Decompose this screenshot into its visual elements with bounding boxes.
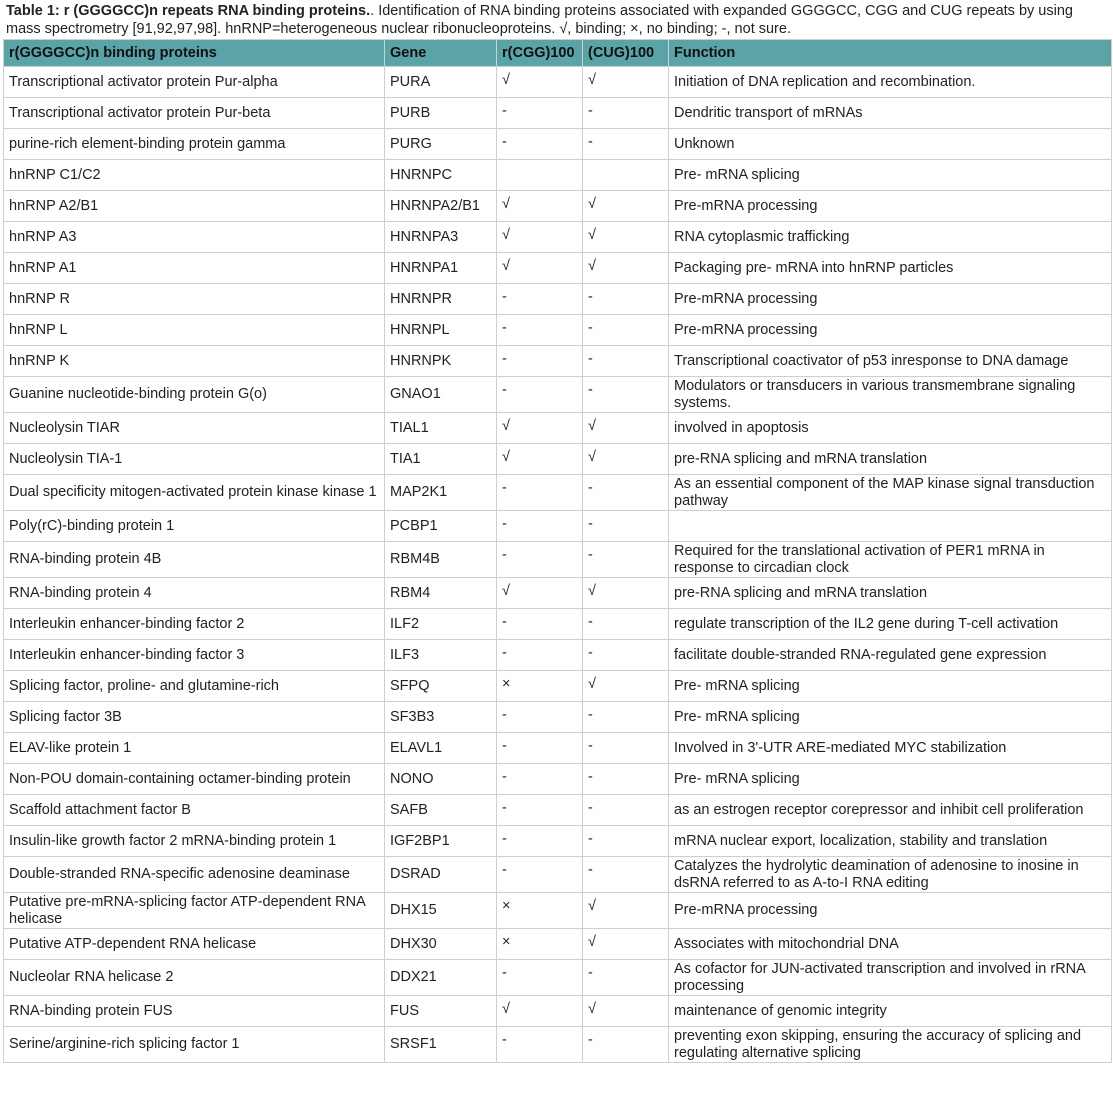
- table-row: [4, 640, 1112, 671]
- protein-name-cell: hnRNP A1: [4, 253, 385, 284]
- cug-binding-cell: -: [583, 284, 669, 315]
- cug-binding-cell: -: [583, 377, 669, 413]
- cgg-binding-cell: -: [497, 475, 583, 511]
- cug-binding-cell: -: [583, 98, 669, 129]
- cgg-binding-cell: -: [497, 315, 583, 346]
- cug-binding-cell: -: [583, 764, 669, 795]
- gene-cell: PURG: [385, 129, 497, 160]
- table-row: [4, 129, 1112, 160]
- protein-name-cell: Serine/arginine-rich splicing factor 1: [4, 1027, 385, 1063]
- table-row: [4, 315, 1112, 346]
- function-cell: Unknown: [669, 129, 1112, 160]
- protein-name-cell: Poly(rC)-binding protein 1: [4, 511, 385, 542]
- cgg-binding-cell: ×: [497, 893, 583, 929]
- protein-name-cell: purine-rich element-binding protein gamma: [4, 129, 385, 160]
- cug-binding-cell: -: [583, 542, 669, 578]
- cgg-binding-cell: -: [497, 284, 583, 315]
- cug-binding-cell: [583, 160, 669, 191]
- function-cell: Pre-mRNA processing: [669, 284, 1112, 315]
- cug-binding-cell: √: [583, 996, 669, 1027]
- gene-cell: HNRNPC: [385, 160, 497, 191]
- function-cell: Dendritic transport of mRNAs: [669, 98, 1112, 129]
- function-cell: preventing exon skipping, ensuring the accuracy of splicing and regulating alternative splicing: [669, 1027, 1112, 1063]
- table-row: [4, 444, 1112, 475]
- protein-name-cell: Non-POU domain-containing octamer-binding protein: [4, 764, 385, 795]
- table-row: [4, 475, 1112, 511]
- caption-label: Table 1: r (GGGGCC)n repeats RNA binding proteins.: [6, 3, 371, 19]
- table-row: [4, 764, 1112, 795]
- gene-cell: HNRNPR: [385, 284, 497, 315]
- cug-binding-cell: √: [583, 444, 669, 475]
- protein-name-cell: hnRNP A3: [4, 222, 385, 253]
- protein-name-cell: Splicing factor 3B: [4, 702, 385, 733]
- protein-name-cell: RNA-binding protein 4B: [4, 542, 385, 578]
- table-row: [4, 733, 1112, 764]
- gene-cell: RBM4: [385, 578, 497, 609]
- gene-cell: HNRNPA3: [385, 222, 497, 253]
- function-cell: Required for the translational activation of PER1 mRNA in response to circadian clock: [669, 542, 1112, 578]
- cgg-binding-cell: √: [497, 578, 583, 609]
- gene-cell: SFPQ: [385, 671, 497, 702]
- cug-binding-cell: -: [583, 960, 669, 996]
- cgg-binding-cell: √: [497, 67, 583, 98]
- gene-cell: RBM4B: [385, 542, 497, 578]
- table-row: [4, 893, 1112, 929]
- cgg-binding-cell: -: [497, 377, 583, 413]
- table-row: [4, 1027, 1112, 1063]
- cgg-binding-cell: [497, 160, 583, 191]
- protein-name-cell: Nucleolysin TIA-1: [4, 444, 385, 475]
- table-row: [4, 542, 1112, 578]
- cgg-binding-cell: -: [497, 511, 583, 542]
- cgg-binding-cell: -: [497, 640, 583, 671]
- function-cell: Pre- mRNA splicing: [669, 671, 1112, 702]
- cug-binding-cell: -: [583, 346, 669, 377]
- cgg-binding-cell: -: [497, 857, 583, 893]
- gene-cell: FUS: [385, 996, 497, 1027]
- gene-cell: IGF2BP1: [385, 826, 497, 857]
- table-row: [4, 160, 1112, 191]
- protein-name-cell: Scaffold attachment factor B: [4, 795, 385, 826]
- gene-cell: HNRNPL: [385, 315, 497, 346]
- function-cell: Packaging pre- mRNA into hnRNP particles: [669, 253, 1112, 284]
- cug-binding-cell: -: [583, 511, 669, 542]
- gene-cell: HNRNPA2/B1: [385, 191, 497, 222]
- function-cell: RNA cytoplasmic trafficking: [669, 222, 1112, 253]
- protein-name-cell: Putative pre-mRNA-splicing factor ATP-dependent RNA helicase: [4, 893, 385, 929]
- table-row: [4, 67, 1112, 98]
- protein-name-cell: hnRNP C1/C2: [4, 160, 385, 191]
- cgg-binding-cell: -: [497, 609, 583, 640]
- function-cell: Pre- mRNA splicing: [669, 702, 1112, 733]
- function-cell: Modulators or transducers in various transmembrane signaling systems.: [669, 377, 1112, 413]
- header-function: Function: [669, 40, 1112, 67]
- protein-name-cell: hnRNP K: [4, 346, 385, 377]
- gene-cell: ELAVL1: [385, 733, 497, 764]
- gene-cell: SAFB: [385, 795, 497, 826]
- cgg-binding-cell: √: [497, 253, 583, 284]
- protein-name-cell: Guanine nucleotide-binding protein G(o): [4, 377, 385, 413]
- protein-name-cell: Interleukin enhancer-binding factor 3: [4, 640, 385, 671]
- cug-binding-cell: √: [583, 191, 669, 222]
- function-cell: As cofactor for JUN-activated transcription and involved in rRNA processing: [669, 960, 1112, 996]
- table-row: [4, 826, 1112, 857]
- protein-name-cell: Insulin-like growth factor 2 mRNA-binding protein 1: [4, 826, 385, 857]
- cug-binding-cell: -: [583, 702, 669, 733]
- cug-binding-cell: √: [583, 253, 669, 284]
- protein-name-cell: Interleukin enhancer-binding factor 2: [4, 609, 385, 640]
- protein-name-cell: hnRNP R: [4, 284, 385, 315]
- cgg-binding-cell: ×: [497, 929, 583, 960]
- protein-name-cell: Splicing factor, proline- and glutamine-rich: [4, 671, 385, 702]
- table-row: [4, 996, 1112, 1027]
- function-cell: As an essential component of the MAP kinase signal transduction pathway: [669, 475, 1112, 511]
- gene-cell: SRSF1: [385, 1027, 497, 1063]
- function-cell: Catalyzes the hydrolytic deamination of adenosine to inosine in dsRNA referred to as A-to-I RNA editing: [669, 857, 1112, 893]
- protein-name-cell: Dual specificity mitogen-activated protein kinase kinase 1: [4, 475, 385, 511]
- header-cgg: r(CGG)100: [497, 40, 583, 67]
- cug-binding-cell: -: [583, 129, 669, 160]
- table-row: [4, 98, 1112, 129]
- table-caption: [0, 0, 1113, 39]
- cug-binding-cell: -: [583, 609, 669, 640]
- cug-binding-cell: -: [583, 826, 669, 857]
- cug-binding-cell: -: [583, 1027, 669, 1063]
- table-row: [4, 671, 1112, 702]
- cgg-binding-cell: -: [497, 346, 583, 377]
- table-row: [4, 222, 1112, 253]
- caption-text: . Identification of RNA binding proteins associated with expanded GGGGCC, CGG and CUG repeats by using mass spectrometry [91,92,97,98]. hnRNP=heterogeneous nuclear ribonucleoproteins. √, binding; ×, no binding; -, not sure.: [6, 3, 1073, 37]
- function-cell: Pre-mRNA processing: [669, 191, 1112, 222]
- table-row: [4, 284, 1112, 315]
- function-cell: Pre-mRNA processing: [669, 893, 1112, 929]
- cug-binding-cell: √: [583, 578, 669, 609]
- gene-cell: DSRAD: [385, 857, 497, 893]
- protein-name-cell: ELAV-like protein 1: [4, 733, 385, 764]
- cgg-binding-cell: √: [497, 222, 583, 253]
- function-cell: facilitate double-stranded RNA-regulated gene expression: [669, 640, 1112, 671]
- cgg-binding-cell: -: [497, 702, 583, 733]
- function-cell: Pre- mRNA splicing: [669, 764, 1112, 795]
- gene-cell: TIAL1: [385, 413, 497, 444]
- cug-binding-cell: √: [583, 413, 669, 444]
- protein-name-cell: RNA-binding protein 4: [4, 578, 385, 609]
- protein-name-cell: Transcriptional activator protein Pur-beta: [4, 98, 385, 129]
- cgg-binding-cell: -: [497, 826, 583, 857]
- gene-cell: SF3B3: [385, 702, 497, 733]
- function-cell: maintenance of genomic integrity: [669, 996, 1112, 1027]
- cug-binding-cell: √: [583, 67, 669, 98]
- cgg-binding-cell: -: [497, 795, 583, 826]
- table-row: [4, 609, 1112, 640]
- function-cell: Initiation of DNA replication and recombination.: [669, 67, 1112, 98]
- protein-name-cell: hnRNP L: [4, 315, 385, 346]
- protein-name-cell: Transcriptional activator protein Pur-alpha: [4, 67, 385, 98]
- function-cell: pre-RNA splicing and mRNA translation: [669, 578, 1112, 609]
- cug-binding-cell: -: [583, 795, 669, 826]
- cgg-binding-cell: √: [497, 996, 583, 1027]
- gene-cell: ILF3: [385, 640, 497, 671]
- protein-name-cell: Nucleolar RNA helicase 2: [4, 960, 385, 996]
- gene-cell: DHX30: [385, 929, 497, 960]
- table-row: [4, 960, 1112, 996]
- table-body: [4, 67, 1112, 1063]
- function-cell: Involved in 3'-UTR ARE-mediated MYC stabilization: [669, 733, 1112, 764]
- function-cell: Transcriptional coactivator of p53 inresponse to DNA damage: [669, 346, 1112, 377]
- table-row: [4, 511, 1112, 542]
- function-cell: pre-RNA splicing and mRNA translation: [669, 444, 1112, 475]
- header-protein: r(GGGGCC)n binding proteins: [4, 40, 385, 67]
- function-cell: as an estrogen receptor corepressor and inhibit cell proliferation: [669, 795, 1112, 826]
- cgg-binding-cell: -: [497, 960, 583, 996]
- function-cell: involved in apoptosis: [669, 413, 1112, 444]
- gene-cell: PURB: [385, 98, 497, 129]
- cgg-binding-cell: -: [497, 733, 583, 764]
- protein-name-cell: Double-stranded RNA-specific adenosine deaminase: [4, 857, 385, 893]
- protein-name-cell: hnRNP A2/B1: [4, 191, 385, 222]
- table-row: [4, 702, 1112, 733]
- protein-name-cell: Putative ATP-dependent RNA helicase: [4, 929, 385, 960]
- function-cell: Pre-mRNA processing: [669, 315, 1112, 346]
- cug-binding-cell: -: [583, 733, 669, 764]
- gene-cell: MAP2K1: [385, 475, 497, 511]
- gene-cell: TIA1: [385, 444, 497, 475]
- table-row: [4, 377, 1112, 413]
- table-row: [4, 795, 1112, 826]
- function-cell: regulate transcription of the IL2 gene during T-cell activation: [669, 609, 1112, 640]
- binding-proteins-table: [3, 39, 1112, 1063]
- cug-binding-cell: √: [583, 893, 669, 929]
- header-row: [4, 40, 1112, 67]
- gene-cell: ILF2: [385, 609, 497, 640]
- function-cell: [669, 511, 1112, 542]
- gene-cell: NONO: [385, 764, 497, 795]
- header-cug: (CUG)100: [583, 40, 669, 67]
- function-cell: Associates with mitochondrial DNA: [669, 929, 1112, 960]
- cug-binding-cell: √: [583, 671, 669, 702]
- protein-name-cell: Nucleolysin TIAR: [4, 413, 385, 444]
- gene-cell: GNAO1: [385, 377, 497, 413]
- cug-binding-cell: -: [583, 857, 669, 893]
- protein-name-cell: RNA-binding protein FUS: [4, 996, 385, 1027]
- cgg-binding-cell: √: [497, 191, 583, 222]
- cgg-binding-cell: √: [497, 444, 583, 475]
- gene-cell: DHX15: [385, 893, 497, 929]
- cgg-binding-cell: √: [497, 413, 583, 444]
- table-row: [4, 578, 1112, 609]
- table-row: [4, 929, 1112, 960]
- table-row: [4, 413, 1112, 444]
- function-cell: mRNA nuclear export, localization, stability and translation: [669, 826, 1112, 857]
- cug-binding-cell: √: [583, 929, 669, 960]
- gene-cell: PCBP1: [385, 511, 497, 542]
- gene-cell: HNRNPK: [385, 346, 497, 377]
- cgg-binding-cell: ×: [497, 671, 583, 702]
- cug-binding-cell: -: [583, 475, 669, 511]
- table-row: [4, 857, 1112, 893]
- cug-binding-cell: √: [583, 222, 669, 253]
- cgg-binding-cell: -: [497, 764, 583, 795]
- cgg-binding-cell: -: [497, 542, 583, 578]
- function-cell: Pre- mRNA splicing: [669, 160, 1112, 191]
- cgg-binding-cell: -: [497, 98, 583, 129]
- table-row: [4, 253, 1112, 284]
- cgg-binding-cell: -: [497, 1027, 583, 1063]
- cgg-binding-cell: -: [497, 129, 583, 160]
- gene-cell: HNRNPA1: [385, 253, 497, 284]
- cug-binding-cell: -: [583, 640, 669, 671]
- table-row: [4, 346, 1112, 377]
- gene-cell: PURA: [385, 67, 497, 98]
- cug-binding-cell: -: [583, 315, 669, 346]
- gene-cell: DDX21: [385, 960, 497, 996]
- header-gene: Gene: [385, 40, 497, 67]
- table-row: [4, 191, 1112, 222]
